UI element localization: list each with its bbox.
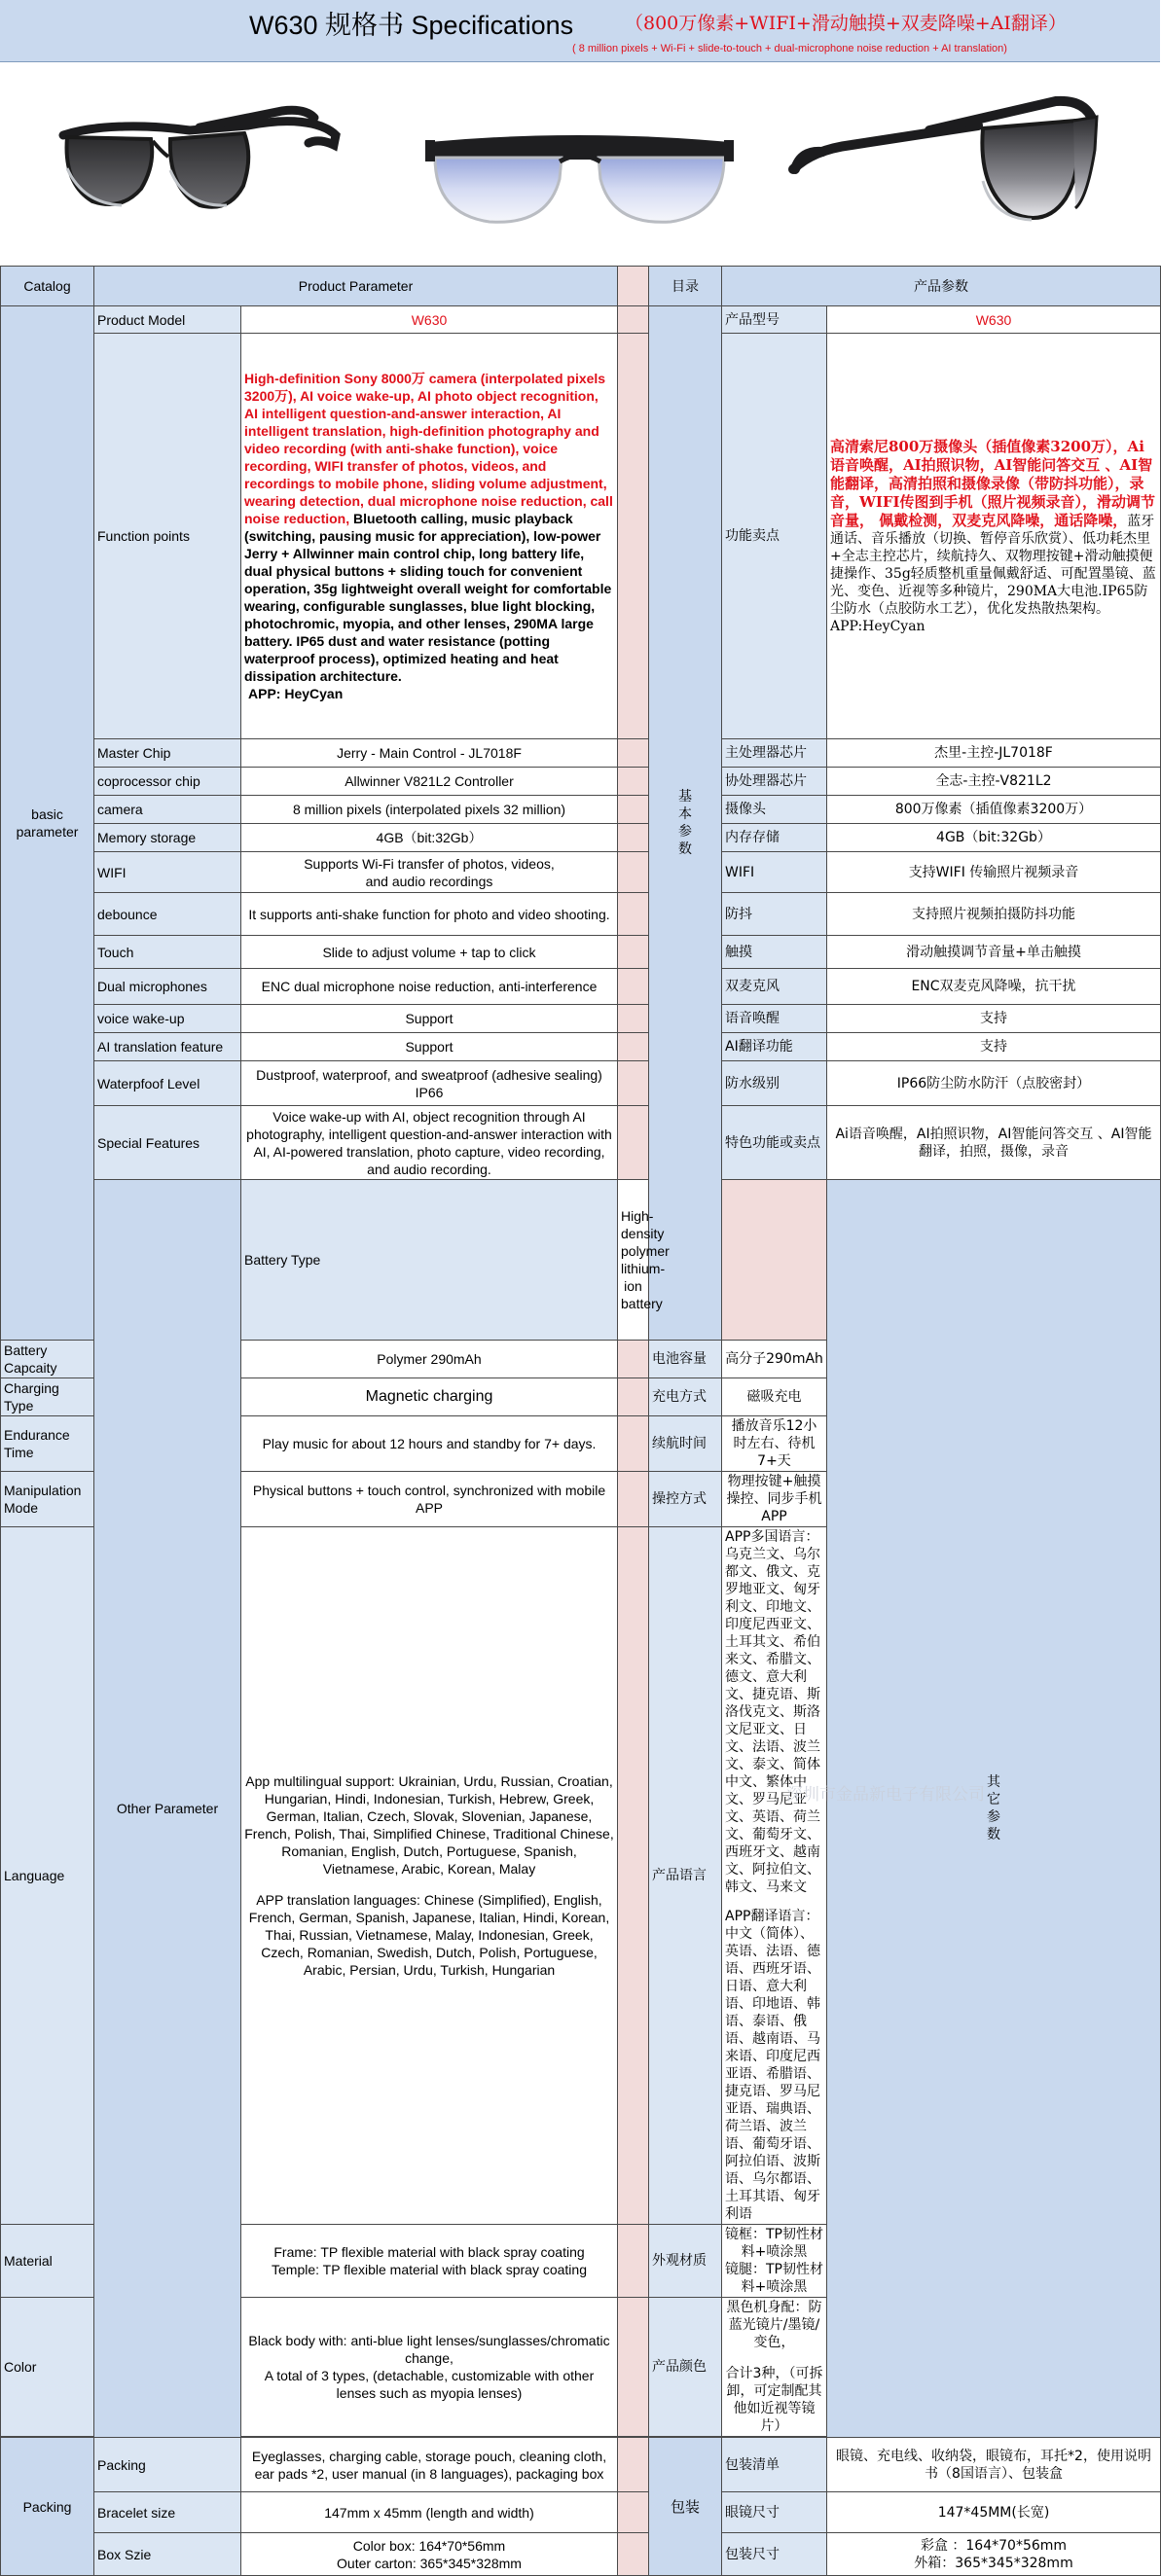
spec-table: [0, 266, 1161, 2576]
value-debounce: It supports anti-shake function for photo and video shooting.: [241, 893, 618, 936]
language-translation-cn: APP翻译语言：中文（简体）、英语、法语、德语、西班牙语、日语、意大利语、印地语、韩语、泰语、俄语、越南语、马来语、印度尼西亚语、希腊语、捷克语、罗马尼亚语、瑞典语、荷兰语、波兰语、葡萄牙语、阿拉伯语、波斯语、乌尔都语、土耳其语、匈牙利语: [725, 1909, 820, 2222]
separator: [618, 2492, 649, 2533]
subtitle-cn: （800万像素+WIFI+滑动触摸+双麦降噪+AI翻译）: [625, 13, 1067, 34]
value-chip-cn: 杰里-主控-JL7018F: [827, 739, 1161, 768]
value-color-cn: 黑色机身配：防蓝光镜片/墨镜/变色， 合计3种，（可拆卸，可定制配其他如近视等镜片）: [722, 2298, 827, 2437]
value-battery-cap: Polymer 290mAh: [241, 1341, 618, 1378]
label-material-cn: 外观材质: [649, 2225, 722, 2298]
label-color-cn: 产品颜色: [649, 2298, 722, 2437]
value-battery-cap-cn: 高分子290mAh: [722, 1341, 827, 1378]
group-basic: basic parameter: [1, 306, 94, 1341]
value-bracelet: 147mm x 45mm (length and width): [241, 2492, 618, 2533]
separator: [618, 1527, 649, 2225]
value-charging-cn: 磁吸充电: [722, 1378, 827, 1416]
value-language-cn: [722, 1527, 827, 2225]
label-box: Box Szie: [94, 2533, 241, 2576]
group-other-cn: 其它参数: [827, 1180, 1161, 2438]
table-row: [1, 824, 1161, 852]
separator: [618, 936, 649, 969]
table-row: [1, 739, 1161, 768]
glasses-photo-angled-left: [54, 96, 345, 233]
value-packing-cn: 眼镜、充电线、收纳袋，眼镜布，耳托*2，使用说明书（8国语言）、包装盒: [827, 2438, 1161, 2492]
language-app: App multilingual support: Ukrainian, Urdu, Russian, Croatian, Hungarian, Hindi, Indonesian, Turkish, Hebrew, Greek, German, Italian, Czech, Slovak, Slovenian, Japanese, French, Polish, Thai, Simplified Chinese, Traditional Chinese, Romanian, English, Dutch, Portuguese, Spanish, Vietnamese, Arabic, Korean, Malay: [244, 1773, 614, 1877]
value-manipulation: Physical buttons + touch control, synchronized with mobile APP: [241, 1472, 618, 1527]
function-app: APP: HeyCyan: [248, 686, 344, 701]
label-model: Product Model: [94, 306, 241, 334]
value-waterproof: Dustproof, waterproof, and sweatproof (adhesive sealing) IP66: [241, 1061, 618, 1106]
value-model: W630: [241, 306, 618, 334]
value-touch: Slide to adjust volume + tap to click: [241, 936, 618, 969]
table-row: [1, 2492, 1161, 2533]
value-box: Color box: 164*70*56mm Outer carton: 365*345*328mm: [241, 2533, 618, 2576]
value-material-cn: 镜框：TP韧性材料+喷涂黑 镜腿：TP韧性材料+喷涂黑: [722, 2225, 827, 2298]
separator: [722, 1180, 827, 1341]
separator: [618, 1033, 649, 1061]
value-model-cn: W630: [827, 306, 1161, 334]
table-row: [1, 796, 1161, 824]
value-function-cn: [827, 334, 1161, 739]
table-row: [1, 1033, 1161, 1061]
language-translation: APP translation languages: Chinese (Simplified), English, French, German, Spanish, Japanese, Italian, Hindi, Korean, Thai, Russian, Vietnamese, Malay, Indonesian, Greek, Czech, Romanian, Swedish, Dutch, Polish, Portuguese, Arabic, Persian, Urdu, Turkish, Hungarian: [248, 1892, 610, 1978]
value-touch-cn: 滑动触摸调节音量+单击触摸: [827, 936, 1161, 969]
value-wifi-cn: 支持WIFI 传输照片视频录音: [827, 852, 1161, 893]
value-camera-cn: 800万像素（插值像素3200万）: [827, 796, 1161, 824]
separator: [618, 739, 649, 768]
label-touch: Touch: [94, 936, 241, 969]
group-packing: Packing: [1, 2438, 94, 2576]
separator: [618, 796, 649, 824]
value-memory-cn: 4GB（bit:32Gb）: [827, 824, 1161, 852]
subtitle-en: ( 8 million pixels + Wi-Fi + slide-to-touch + dual-microphone noise reduction + AI translation): [572, 43, 1007, 54]
value-material: Frame: TP flexible material with black spray coating Temple: TP flexible material with black spray coating: [241, 2225, 618, 2298]
separator: [618, 306, 649, 334]
label-box-cn: 包装尺寸: [722, 2533, 827, 2576]
separator: [618, 1416, 649, 1472]
value-function: [241, 334, 618, 739]
label-dualmic-cn: 双麦克风: [722, 969, 827, 1005]
label-packing: Packing: [94, 2438, 241, 2492]
table-row: [1, 1061, 1161, 1106]
function-details-cn: 蓝牙通话、音乐播放（切换、暂停音乐欣赏）、低功耗杰里+全志主控芯片，续航持久、双物理按键+滑动触摸便捷操作、35g轻质整机重量佩戴舒适、可配置墨镜、蓝光、变色、近视等多种镜片，290MA大电池.IP65防尘防水（点胶防水工艺），优化发热散热架构。: [830, 513, 1156, 617]
label-debounce: debounce: [94, 893, 241, 936]
value-wake-cn: 支持: [827, 1005, 1161, 1033]
label-wake-cn: 语音唤醒: [722, 1005, 827, 1033]
separator: [618, 1005, 649, 1033]
label-dualmic: Dual microphones: [94, 969, 241, 1005]
separator: [618, 334, 649, 739]
glasses-photo-angled-right: [783, 91, 1105, 247]
label-memory: Memory storage: [94, 824, 241, 852]
value-packing: Eyeglasses, charging cable, storage pouch, cleaning cloth, ear pads *2, user manual (in 8 languages), packaging box: [241, 2438, 618, 2492]
label-wifi-cn: WIFI: [722, 852, 827, 893]
table-row: [1, 334, 1161, 739]
label-aitrans: AI translation feature: [94, 1033, 241, 1061]
table-row: [1, 1180, 1161, 1341]
separator: [618, 852, 649, 893]
header-bar: [0, 0, 1160, 62]
label-function: Function points: [94, 334, 241, 739]
value-battery-type: High-density polymer lithium-ion battery: [618, 1180, 649, 1341]
separator: [618, 1061, 649, 1106]
separator: [618, 1341, 649, 1378]
function-app-cn: APP:HeyCyan: [830, 618, 925, 634]
value-charging: Magnetic charging: [241, 1378, 618, 1416]
label-special-cn: 特色功能或卖点: [722, 1106, 827, 1180]
value-special: Voice wake-up with AI, object recognition through AI photography, intelligent question-and-answer interaction with AI, AI-powered translation, photo capture, video recording, and audio recording.: [241, 1106, 618, 1180]
separator: [618, 893, 649, 936]
value-aitrans-cn: 支持: [827, 1033, 1161, 1061]
page-title: W630 规格书 Specifications: [249, 11, 574, 40]
label-packing-cn: 包装清单: [722, 2438, 827, 2492]
value-dualmic: ENC dual microphone noise reduction, anti-interference: [241, 969, 618, 1005]
value-chip: Jerry - Main Control - JL7018F: [241, 739, 618, 768]
label-endurance-cn: 续航时间: [649, 1416, 722, 1472]
value-wake: Support: [241, 1005, 618, 1033]
separator: [618, 768, 649, 796]
label-charging-cn: 充电方式: [649, 1378, 722, 1416]
value-wifi: Supports Wi-Fi transfer of photos, videos, and audio recordings: [241, 852, 618, 893]
col-catalog-cn: 目录: [649, 267, 722, 306]
value-bracelet-cn: 147*45MM(长宽): [827, 2492, 1161, 2533]
label-chip: Master Chip: [94, 739, 241, 768]
label-camera-cn: 摄像头: [722, 796, 827, 824]
value-aitrans: Support: [241, 1033, 618, 1061]
table-row: [1, 852, 1161, 893]
label-wake: voice wake-up: [94, 1005, 241, 1033]
value-camera: 8 million pixels (interpolated pixels 32 million): [241, 796, 618, 824]
label-battery-type: Battery Type: [241, 1180, 618, 1341]
label-bracelet-cn: 眼镜尺寸: [722, 2492, 827, 2533]
watermark: 深圳市金品新电子有限公司: [786, 1785, 985, 1804]
label-memory-cn: 内存存储: [722, 824, 827, 852]
product-photos: [0, 62, 1160, 267]
col-product-parameter: Product Parameter: [94, 267, 618, 306]
label-coproc-cn: 协处理器芯片: [722, 768, 827, 796]
value-box-cn: 彩盒 ：164*70*56mm 外箱：365*345*328mm: [827, 2533, 1161, 2576]
label-coproc: coprocessor chip: [94, 768, 241, 796]
col-product-parameter-cn: 产品参数: [722, 267, 1161, 306]
label-bracelet: Bracelet size: [94, 2492, 241, 2533]
separator: [618, 2225, 649, 2298]
group-packing-cn: 包装: [649, 2438, 722, 2576]
value-manipulation-cn: 物理按键+触摸操控、同步手机APP: [722, 1472, 827, 1527]
table-row: [1, 1005, 1161, 1033]
value-dualmic-cn: ENC双麦克风降噪，抗干扰: [827, 969, 1161, 1005]
table-row: [1, 936, 1161, 969]
value-endurance: Play music for about 12 hours and standby for 7+ days.: [241, 1416, 618, 1472]
label-color: Color: [1, 2298, 94, 2437]
language-app-cn: APP多国语言：乌克兰文、乌尔都文、俄文、克罗地亚文、匈牙利文、印地文、印度尼西亚文、土耳其文、希伯来文、希腊文、德文、意大利文、捷克语、斯洛伐克文、斯洛文尼亚文、日文、法语、波兰文、泰文、简体中文、繁体中文、罗马尼亚文、英语、荷兰文、葡萄牙文、西班牙文、越南文、阿拉伯文、韩文、马来文: [725, 1529, 820, 1895]
function-highlight: High-definition Sony 8000万 camera (interpolated pixels 3200万), AI voice wake-up, AI photo object recognition, AI intelligent question-and-answer interaction, AI intelligent translation, high-definition photography and video recording (with anti-shake function), voice recording, WIFI transfer of photos, videos, and recordings to mobile phone, sliding volume adjustment, wearing detection, dual microphone noise reduction, call noise reduction,: [244, 371, 613, 526]
separator: [618, 2533, 649, 2576]
label-touch-cn: 触摸: [722, 936, 827, 969]
value-waterproof-cn: IP66防尘防水防汗（点胶密封）: [827, 1061, 1161, 1106]
separator: [618, 2438, 649, 2492]
group-basic-cn: 基本参数: [649, 306, 722, 1341]
label-manipulation-cn: 操控方式: [649, 1472, 722, 1527]
label-debounce-cn: 防抖: [722, 893, 827, 936]
function-highlight-cn: 高清索尼800万摄像头（插值像素3200万），Ai语音唤醒，AI拍照识物，AI智能问答交互 、AI智能翻译，高清拍照和摄像录像（带防抖功能），录音，WIFI传图到手机（照片视频录音），滑动调节音量， 佩戴检测，双麦克风降噪，通话降噪，: [830, 437, 1156, 529]
table-row: [1, 969, 1161, 1005]
separator: [618, 969, 649, 1005]
label-endurance: Endurance Time: [1, 1416, 94, 1472]
separator: [618, 1378, 649, 1416]
label-waterproof-cn: 防水级别: [722, 1061, 827, 1106]
table-row: [1, 893, 1161, 936]
value-debounce-cn: 支持照片视频拍摄防抖功能: [827, 893, 1161, 936]
table-row: [1, 768, 1161, 796]
value-coproc: Allwinner V821L2 Controller: [241, 768, 618, 796]
label-language-cn: 产品语言: [649, 1527, 722, 2225]
label-wifi: WIFI: [94, 852, 241, 893]
separator: [618, 267, 649, 306]
table-row: [1, 1106, 1161, 1180]
label-language: Language: [1, 1527, 94, 2225]
label-model-cn: 产品型号: [722, 306, 827, 334]
value-color: Black body with: anti-blue light lenses/sunglasses/chromatic change, A total of 3 types, (detachable, customizable with other lenses such as myopia lenses): [241, 2298, 618, 2437]
value-memory: 4GB（bit:32Gb）: [241, 824, 618, 852]
separator: [618, 1106, 649, 1180]
col-catalog: Catalog: [1, 267, 94, 306]
separator: [618, 824, 649, 852]
table-row: [1, 2438, 1161, 2492]
value-special-cn: Ai语音唤醒，AI拍照识物，AI智能问答交互 、AI智能翻译，拍照，摄像，录音: [827, 1106, 1161, 1180]
label-special: Special Features: [94, 1106, 241, 1180]
glasses-photo-front: [421, 121, 738, 233]
separator: [618, 1472, 649, 1527]
value-language: [241, 1527, 618, 2225]
label-aitrans-cn: AI翻译功能: [722, 1033, 827, 1061]
value-endurance-cn: 播放音乐12小时左右、待机7+天: [722, 1416, 827, 1472]
separator: [618, 2298, 649, 2437]
label-battery-cap: Battery Capcaity: [1, 1341, 94, 1378]
group-other: Other Parameter: [94, 1180, 241, 2438]
label-camera: camera: [94, 796, 241, 824]
label-chip-cn: 主处理器芯片: [722, 739, 827, 768]
label-material: Material: [1, 2225, 94, 2298]
label-function-cn: 功能卖点: [722, 334, 827, 739]
label-waterproof: Waterpfoof Level: [94, 1061, 241, 1106]
label-battery-cap-cn: 电池容量: [649, 1341, 722, 1378]
function-details: Bluetooth calling, music playback (switching, pausing music for appreciation), low-power Jerry + Allwinner main control chip, long battery life, dual physical buttons + sliding touch for convenient operation, 35g lightweight overall weight for comfortable wearing, configurable sunglasses, blue light blocking, photochromic, myopia, and other lenses, 290MA large battery. IP65 dust and water resistance (potting waterproof process), optimized heating and heat dissipation architecture.: [244, 511, 612, 684]
label-charging: Charging Type: [1, 1378, 94, 1416]
label-manipulation: Manipulation Mode: [1, 1472, 94, 1527]
table-header-row: [1, 267, 1161, 306]
table-row: [1, 2533, 1161, 2576]
table-row: [1, 306, 1161, 334]
value-coproc-cn: 全志-主控-V821L2: [827, 768, 1161, 796]
